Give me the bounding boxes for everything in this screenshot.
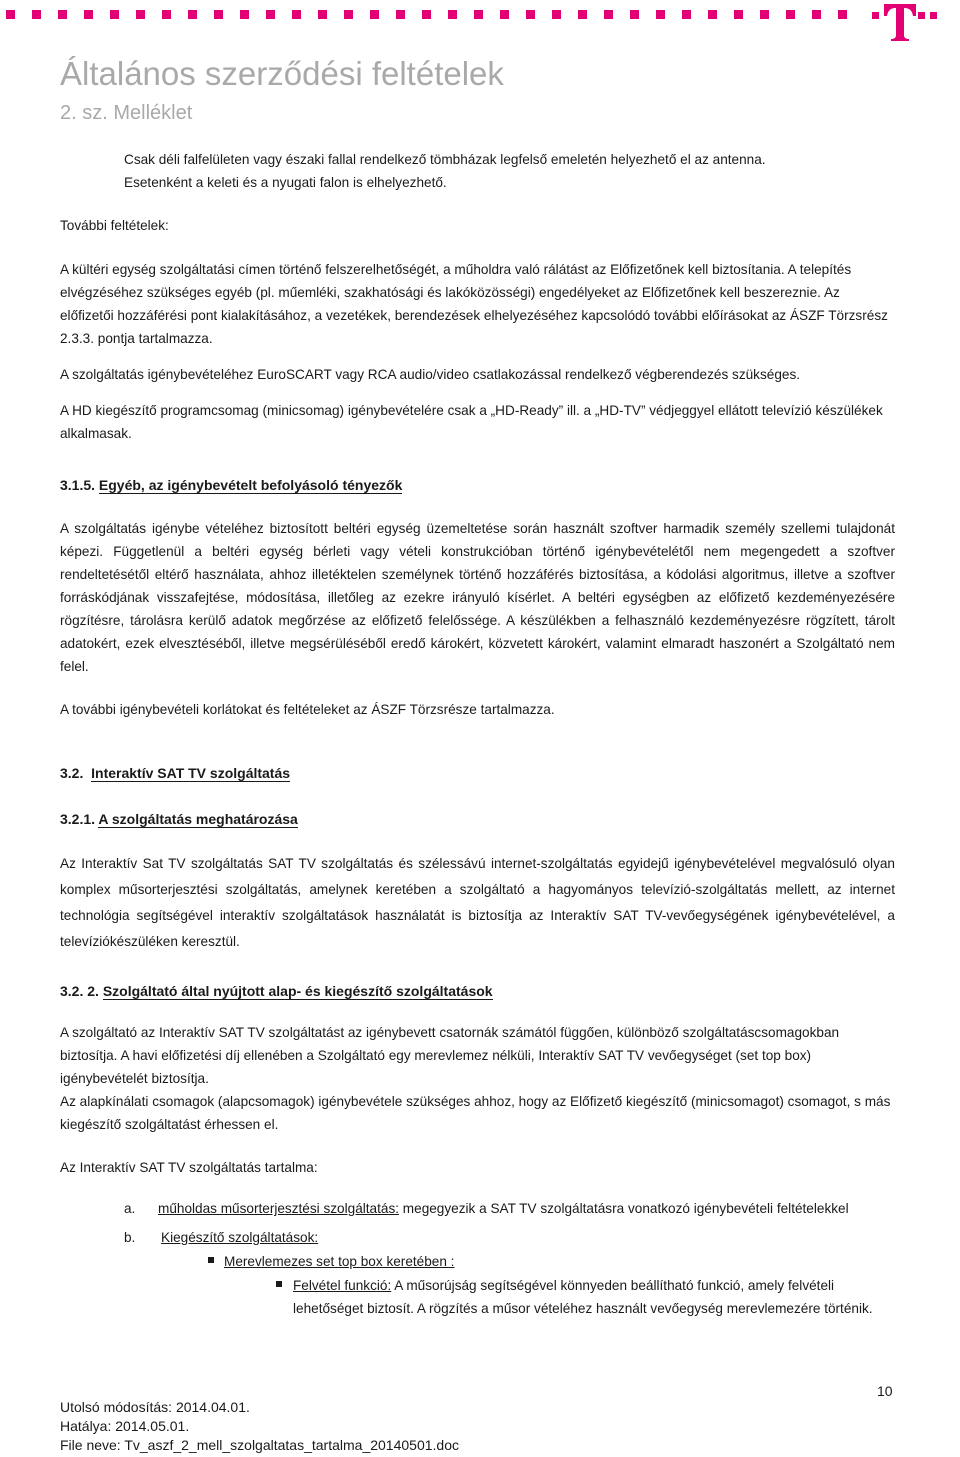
list-item-text xyxy=(158,1197,895,1220)
section-title: Interaktív SAT TV szolgáltatás xyxy=(91,765,291,781)
bullet-body: A műsorújság segítségével könnyeden beállítható funkció, amely felvételi lehetőséget biztosít. A rögzítés a műsor vételéhez használt vevőegység merevlemezére történik. xyxy=(293,1278,873,1316)
page-number: 10 xyxy=(877,1383,893,1399)
section-3-1-5-heading xyxy=(60,473,895,497)
further-conditions-heading: További feltételek: xyxy=(60,218,169,233)
footer-modified: Utolsó módosítás: 2014.04.01. xyxy=(60,1399,250,1415)
section-3-2-heading xyxy=(60,761,895,785)
hd-paragraph: A HD kiegészítő programcsomag (minicsomag) igénybevételére csak a „HD-Ready” ill. a „HD-TV” védjeggyel ellátott televízió készülékek alkalmasak. xyxy=(60,403,883,441)
bullet-marker xyxy=(276,1274,293,1320)
document-subtitle: 2. sz. Melléklet xyxy=(60,102,193,124)
base-packages-paragraph: Az alapkínálati csomagok (alapcsomagok) igénybevétele szükséges ahhoz, hogy az Előfizető kiegészítő (minicsomagot) csomagot, s más kiegészítő szolgáltatást érhessen el. xyxy=(60,1094,891,1132)
list-label: b. xyxy=(124,1230,136,1245)
square-bullet-icon xyxy=(276,1281,282,1287)
bullet-title: Felvétel funkció: xyxy=(293,1278,392,1293)
square-bullet-icon xyxy=(208,1257,214,1263)
further-conditions-paragraph: A kültéri egység szolgáltatási címen történő felszerelhetőségét, a műholdra való rálátást az Előfizetőnek kell biztosítania. A telepítés elvégzéséhez szükséges egyéb (pl. műemléki, szakhatósági és lakóközösségi) engedélyeket az Előfizetőnek kell beszereznie. Az előfizetői hozzáférési pont kialakításához, a vezetékek, berendezések elhelyezéséhez kapcsolódó további előírásokat az ÁSZF Törzsrész 2.3.3. pontja tartalmazza. xyxy=(60,262,888,346)
bullet-item xyxy=(208,1250,895,1273)
document-body xyxy=(60,148,895,1320)
section-title: Szolgáltató által nyújtott alap- és kiegészítő szolgáltatások xyxy=(102,983,493,999)
list-item-b xyxy=(124,1226,895,1249)
limits-paragraph: A további igénybevételi korlátokat és feltételeket az ÁSZF Törzsrésze tartalmazza. xyxy=(60,702,555,717)
section-number: 3.2.1. xyxy=(60,811,96,827)
t-logo-icon xyxy=(872,2,940,42)
section-number: 3.2. 2. xyxy=(60,983,99,999)
packages-paragraph: A szolgáltató az Interaktív SAT TV szolgáltatást az igénybevett csatornák számától függően, különböző szolgáltatáscsomagokban biztosítja. A havi előfizetési díj ellenében a Szolgáltató egy merevlemez nélküli, Interaktív SAT TV vevőegységet (set top box) igénybevételét biztosítja. xyxy=(60,1025,840,1086)
bullet-item-nested xyxy=(276,1274,895,1320)
service-definition-paragraph: Az Interaktív Sat TV szolgáltatás SAT TV szolgáltatás és szélessávú internet-szolgáltatás egyidejű igénybevételével megvalósuló olyan komplex műsorterjesztési szolgáltatás, amelynek keretében a szolgáltató a hagyományos televízió-szolgáltatás mellett, az internet technológia segítségével interaktív szolgáltatások használatát is biztosítja az Interaktív SAT TV-vevőegységének igénybevételével, a televíziókészüléken keresztül. xyxy=(60,856,895,949)
document-title: Általános szerződési feltételek xyxy=(60,55,504,92)
brand-dots xyxy=(6,10,864,19)
list-item-title: Kiegészítő szolgáltatások: xyxy=(161,1230,319,1245)
bullet-text xyxy=(293,1274,895,1320)
list-item-a xyxy=(124,1197,895,1220)
bullet-text: Merevlemezes set top box keretében : xyxy=(224,1254,455,1269)
antenna-line-1: Csak déli falfelületen vagy északi fallal rendelkező tömbházak legfelső emeletén helyezhető el az antenna. xyxy=(124,152,766,167)
service-contents-heading: Az Interaktív SAT TV szolgáltatás tartalma: xyxy=(60,1160,318,1175)
section-title: A szolgáltatás meghatározása xyxy=(98,811,298,827)
list-item-title: műholdas műsorterjesztési szolgáltatás: xyxy=(158,1201,400,1216)
list-label: a. xyxy=(124,1201,136,1216)
software-paragraph: A szolgáltatás igénybe vételéhez biztosított beltéri egység üzemeltetése során használt szoftver harmadik személy szellemi tulajdonát képezi. Függetlenül a beltéri egység bérleti vagy vételi konstrukcióban történő igénybevételétől nem megengedett a szoftver rendeltetésétől eltérő használata, ahhoz illetéktelen személynek történő hozzáférés biztosítása, a kódolási algoritmus, illetve a szoftver forráskódjának visszafejtése, módosítása, illetőleg az ezekre irányuló kísérlet. A beltéri egységben az előfizető kezdeményezésére rögzítésre, tárolásra kerülő adatok megőrzése az előfizető felelőssége. A készülékben a felhasználó kezdeményezésre rögzített, tárolt adatokért, ezek elvesztéséből, illetve megsérüléséből eredő károkért, közvetett károkért, valamint elmaradt haszonért a Szolgáltató nem felel. xyxy=(60,521,895,674)
footer-effective: Hatálya: 2014.05.01. xyxy=(60,1418,190,1434)
section-title: Egyéb, az igénybevételt befolyásoló tényezők xyxy=(98,477,403,493)
list-item-body: megegyezik a SAT TV szolgáltatásra vonatkozó igénybevételi feltételekkel xyxy=(399,1201,849,1216)
equipment-paragraph: A szolgáltatás igénybevételéhez EuroSCART vagy RCA audio/video csatlakozással rendelkező végberendezés szükséges. xyxy=(60,367,801,382)
section-number: 3.1.5. xyxy=(60,477,96,493)
footer-filename: File neve: Tv_aszf_2_mell_szolgaltatas_tartalma_20140501.doc xyxy=(60,1437,459,1453)
section-3-2-1-heading xyxy=(60,807,895,831)
section-3-2-2-heading xyxy=(60,979,895,1003)
section-number: 3.2. xyxy=(60,765,84,781)
footer xyxy=(60,1398,459,1455)
antenna-line-2: Esetenként a keleti és a nyugati falon is elhelyezhető. xyxy=(124,175,447,190)
